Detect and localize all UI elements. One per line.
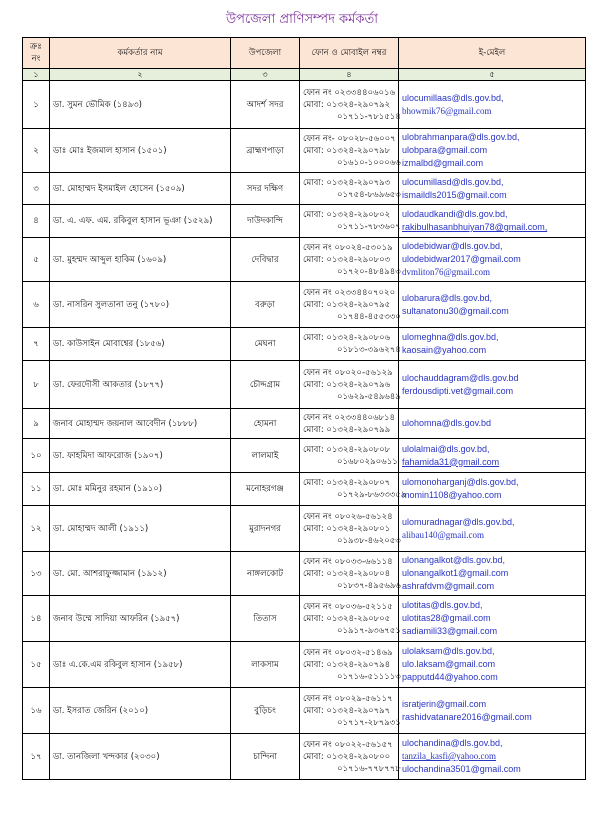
upazila-name: মেঘনা <box>231 328 300 361</box>
table-header-row <box>23 38 586 69</box>
serial-number: ১৬ <box>23 688 50 734</box>
mobile-number: ০১৬২৯-৫৪৯৬৪৯ <box>337 391 401 402</box>
phone-cell <box>300 642 399 688</box>
mobile-number: ০১৭২৯-৮৬৩৩৩৫৯ <box>337 490 407 500</box>
email-link[interactable]: ulomonoharganj@dls.gov.bd, <box>402 477 519 487</box>
upazila-name: মনোহরগঞ্জ <box>231 473 300 506</box>
phone-cell <box>300 688 399 734</box>
email-link[interactable]: ulonangalkot1@gmail.com <box>402 568 509 578</box>
serial-number: ৫ <box>23 238 50 282</box>
serial-number: ১৩ <box>23 552 50 596</box>
email-cell <box>399 409 586 439</box>
mobile-number: ০১৮১৩-৩৯৬২৭৪ <box>337 345 401 355</box>
table-row <box>23 409 586 439</box>
email-cell <box>399 282 586 328</box>
email-link[interactable]: ulocumillasd@dls.gov.bd, <box>402 176 504 187</box>
serial-number: ৪ <box>23 205 50 238</box>
landline-number: ফোন নং ০৮০২৪-৫৩০১৯ <box>303 242 393 253</box>
officer-name: ডা. ফেরদৌসী আকতার (১৮৭৭) <box>50 361 231 409</box>
mobile-number: মোবা: ০১৩২৪-২৯০৮০২ <box>303 210 391 220</box>
mobile-number: মোবা: ০১৩২৪-২৯০৭৯৩ <box>303 177 391 188</box>
landline-number: ফোন নং ০৮০৩৬-৫২১১৫ <box>303 601 393 612</box>
email-link[interactable]: ulo.laksam@gmail.com <box>402 659 496 669</box>
phone-cell <box>300 439 399 473</box>
mobile-number: ০১৭১১-৭৮১৫১৪ <box>337 111 401 122</box>
officer-name: ডা. কাউসাইন মোবাশ্বের (১৮৫৬) <box>50 328 231 361</box>
table-row <box>23 688 586 734</box>
table-row <box>23 506 586 552</box>
email-link[interactable]: ulochauddagram@dls.gov.bd <box>402 372 519 383</box>
email-cell <box>399 361 586 409</box>
landline-number: ফোন নং ০২৩৩৪৪০৭০২০ <box>303 287 396 298</box>
phone-cell <box>300 473 407 506</box>
email-link[interactable]: ulochandina@dls.gov.bd, <box>402 738 503 748</box>
phone-cell <box>300 282 399 328</box>
header-serial: ক্রঃ নং <box>23 38 50 69</box>
serial-number: ১৭ <box>23 734 50 780</box>
column-number: ৪ <box>300 69 399 81</box>
upazila-name: ব্রাহ্মণপাড়া <box>231 129 300 173</box>
email-cell <box>399 328 586 361</box>
email-cell <box>399 129 586 173</box>
mobile-number: মোবা: ০১৩২৪-২৯০৭৯২ <box>303 99 391 110</box>
officer-name: জনাব মোহাম্মদ জয়নাল আবেদীন (১৮৮৮) <box>50 409 231 439</box>
mobile-number: মোবা: ০১৩২৪-২৯০৭৯৬ <box>303 379 391 390</box>
email-link[interactable]: ulocumillaas@dls.gov.bd, <box>402 92 504 103</box>
table-row <box>23 205 586 238</box>
table-row <box>23 328 586 361</box>
mobile-number: মোবা: ০১৩২৪-২৯০৮০৮ <box>303 444 391 455</box>
mobile-number: মোবা: ০১৩২৪-২৯০৭৯৫ <box>303 299 391 310</box>
phone-cell <box>300 205 399 238</box>
page-title: উপজেলা প্রাণিসম্পদ কর্মকর্তা <box>226 12 378 27</box>
email-link[interactable]: bhowmik76@gmail.com <box>402 105 492 116</box>
upazila-name: সদর দক্ষিণ <box>231 173 300 205</box>
header-upazila: উপজেলা <box>231 38 300 69</box>
officer-name: ডা. মোহাম্মদ ইসমাইল হোসেন (১৫০৯) <box>50 173 231 205</box>
phone-cell <box>300 361 399 409</box>
table-row <box>23 642 586 688</box>
email-link[interactable]: ulodaudkandi@dls.gov.bd, <box>402 209 508 219</box>
email-link[interactable]: papputd44@yahoo.com <box>402 672 498 682</box>
officer-name: ডা. সুমন ভৌমিক (১৪৯৩) <box>50 81 231 129</box>
email-cell <box>399 688 586 734</box>
table-row <box>23 439 586 473</box>
upazila-name: বরুড়া <box>231 282 300 328</box>
email-link[interactable]: ashrafdvm@gmail.com <box>402 581 495 591</box>
table-row <box>23 596 586 642</box>
upazila-name: মুরাদনগর <box>231 506 300 552</box>
mobile-number: ০১৯১৭-৯৩৬৭৫১ <box>337 625 401 636</box>
officer-name: জনাব উম্মে সাদিয়া আফরিন (১৯৫৭) <box>50 596 231 642</box>
email-cell <box>399 473 586 506</box>
mobile-number: ০১৮৩৭-৪৯৫৬৯৬ <box>337 580 401 591</box>
serial-number: ১৪ <box>23 596 50 642</box>
email-link[interactable]: ulobpara@gmail.com <box>402 145 488 155</box>
column-number: ৫ <box>399 69 586 81</box>
mobile-number: মোবা: ০১৩২৪-২৯০৮০৪ <box>303 568 391 579</box>
header-email: ই-মেইল <box>399 38 586 69</box>
column-number: ২ <box>50 69 231 81</box>
email-link[interactable]: ulotitas28@gmail.com <box>402 613 491 623</box>
mobile-number: মোবা: ০১৩২৪-২৯০৭৯৯ <box>303 424 391 435</box>
serial-number: ৬ <box>23 282 50 328</box>
table-row <box>23 734 586 780</box>
phone-cell <box>300 409 399 439</box>
mobile-number: মোবা: ০১৩২৪-২৯০৮০৭ <box>303 478 391 488</box>
email-link[interactable]: sultanatonu30@gmail.com <box>402 305 509 316</box>
officer-name: ডা. মো. আশরাফুজ্জামান (১৯১২) <box>50 552 231 596</box>
email-link[interactable]: kaosain@yahoo.com <box>402 345 487 355</box>
table-row <box>23 173 586 205</box>
mobile-number: ০১৬৮০২৯০৬১১ <box>337 456 398 467</box>
mobile-number: মোবা: ০১৩২৪-২৯০৭৯৪ <box>303 659 391 670</box>
mobile-number: মোবা: ০১৩২৪-২৯০৭৯৭ <box>303 705 391 716</box>
email-link[interactable]: ulodebidwar2017@gmail.com <box>402 254 521 264</box>
officer-name: ডা. মোহাম্মদ আলী (১৯১১) <box>50 506 231 552</box>
table-row <box>23 81 586 129</box>
email-link[interactable]: ulomuradnagar@dls.gov.bd, <box>402 516 515 527</box>
email-link[interactable]: fahamida31@gmail.com <box>402 456 500 467</box>
email-link[interactable]: ismaildls2015@gmail.com <box>402 189 507 200</box>
table-row <box>23 238 586 282</box>
email-cell <box>399 439 586 473</box>
phone-cell <box>300 173 399 205</box>
upazila-name: লালমাই <box>231 439 300 473</box>
officer-name: ডা. মুহম্মদ আব্দুল হাকিম (১৬০৯) <box>50 238 231 282</box>
upazila-name: বুড়িচং <box>231 688 300 734</box>
upazila-name: দাউদকান্দি <box>231 205 300 238</box>
email-cell <box>399 506 586 552</box>
email-link[interactable]: ulochandina3501@gmail.com <box>402 764 521 774</box>
phone-cell <box>300 552 399 596</box>
serial-number: ১১ <box>23 473 50 506</box>
phone-cell <box>300 129 399 173</box>
email-cell <box>399 205 586 238</box>
serial-number: ২ <box>23 129 50 173</box>
serial-number: ৮ <box>23 361 50 409</box>
upazila-name: দেবিদ্বার <box>231 238 300 282</box>
email-link[interactable]: ulomeghna@dls.gov.bd, <box>402 332 499 342</box>
upazila-name: চান্দিনা <box>231 734 300 780</box>
serial-number: ৯ <box>23 409 50 439</box>
serial-number: ১ <box>23 81 50 129</box>
mobile-number: মোবা: ০১৩২৪-২৯০৭৯৮ <box>303 145 391 156</box>
email-link[interactable]: ulolaksam@dls.gov.bd, <box>402 646 495 656</box>
landline-number: ফোন নং ০৮০২২-৫৬১৫৭ <box>303 739 393 750</box>
phone-cell <box>300 238 399 282</box>
email-cell <box>399 238 586 282</box>
email-link[interactable]: sadiamili33@gmail.com <box>402 626 498 636</box>
email-cell <box>399 173 586 205</box>
landline-number: ফোন নং ০৮০২০-৫৬১২৯ <box>303 367 393 378</box>
officer-table <box>22 37 586 780</box>
landline-number: ফোন নং ০৮০৩২-৫১৪৬৯ <box>303 647 393 658</box>
email-link[interactable]: ulobarura@dls.gov.bd, <box>402 292 493 303</box>
phone-cell <box>300 328 399 361</box>
email-link[interactable]: momin1108@yahoo.com <box>402 490 502 500</box>
officer-name: ডাঃ মোঃ ইজমাল হাসান (১৫০১) <box>50 129 231 173</box>
upazila-name: চৌদ্দগ্রাম <box>231 361 300 409</box>
mobile-number: ০১৭২০-৪৮৪৯৪৩ <box>337 266 401 277</box>
email-link[interactable]: izmalbd@gmail.com <box>402 158 484 168</box>
table-row <box>23 552 586 596</box>
email-link[interactable]: ulobrahmanpara@dls.gov.bd, <box>402 132 520 142</box>
email-cell <box>399 596 586 642</box>
column-number-row <box>23 69 586 81</box>
email-cell <box>399 734 586 780</box>
upazila-name: লাকসাম <box>231 642 300 688</box>
mobile-number: ০১৯৩৮-৪৬২০৫৩ <box>337 535 401 546</box>
serial-number: ১০ <box>23 439 50 473</box>
header-phone: ফোন ও মোবাইল নম্বর <box>300 38 399 69</box>
mobile-number: ০১৭৪৪-৪৫৫৩৩০ <box>337 311 401 322</box>
mobile-number: মোবা: ০১৩২৪-২৯০৮০০ <box>303 751 391 762</box>
landline-number: ফোন নং- ০৮০২৮-৫৬০০৭ <box>303 133 396 144</box>
serial-number: ১২ <box>23 506 50 552</box>
table-row <box>23 129 586 173</box>
phone-cell <box>300 734 399 780</box>
email-link[interactable]: rashidvatanare2016@gmail.com <box>402 711 532 722</box>
mobile-number: ০১৭১১-৭৮৩৬০৭ <box>337 222 401 232</box>
officer-name: ডা. এ. এফ. এম. রকিবুল হাসান ভূঞা (১৫২৯) <box>50 205 231 238</box>
email-link[interactable]: ulolalmai@dls.gov.bd, <box>402 443 490 454</box>
mobile-number: ০১৭১৬-৭৭৮৭৭৮ <box>337 763 401 774</box>
mobile-number: মোবা: ০১৩২৪-২৯০৮০৫ <box>303 613 391 624</box>
email-cell <box>399 81 586 129</box>
serial-number: ৩ <box>23 173 50 205</box>
email-link[interactable]: ulonangalkot@dls.gov.bd, <box>402 555 506 565</box>
email-link[interactable]: isratjerin@gmail.com <box>402 698 487 709</box>
officer-name: ডা. মোঃ মমিনুর রহমান (১৯১০) <box>50 473 231 506</box>
table-row <box>23 282 586 328</box>
email-link[interactable]: alibau140@gmail.com <box>402 529 485 540</box>
column-number: ৩ <box>231 69 300 81</box>
landline-number: ফোন নং ০৮০২৬-৫৬১২৪ <box>303 511 393 522</box>
mobile-number: মোবা: ০১৩২৪-২৯০৮০৩ <box>303 254 391 265</box>
mobile-number: ০১৬১০-১০০০৬৬ <box>337 157 401 168</box>
table-row <box>23 361 586 409</box>
phone-cell <box>300 596 399 642</box>
email-link[interactable]: dvmliton76@gmail.com <box>402 267 491 277</box>
mobile-number: ০১৭৫৪-৮৬৯৬৫৩ <box>337 189 401 200</box>
email-link[interactable]: tanzila_kasfi@yahoo.com <box>402 751 497 761</box>
email-cell <box>399 642 586 688</box>
officer-name: ডা. তানজিলা খন্দকার (২০৩০) <box>50 734 231 780</box>
upazila-name: আদর্শ সদর <box>231 81 300 129</box>
table-body <box>23 81 586 780</box>
email-cell <box>399 552 586 596</box>
table-row <box>23 473 586 506</box>
column-number: ১ <box>23 69 50 81</box>
email-link[interactable]: ulohomna@dls.gov.bd <box>402 418 492 428</box>
mobile-number: মোবা: ০১৩২৪-২৯০৮০১ <box>303 523 391 534</box>
mobile-number: ০১৭১৬-৫১১১১৩ <box>337 671 401 682</box>
email-link[interactable]: ulodebidwar@dls.gov.bd, <box>402 241 503 251</box>
landline-number: ফোন নং ০৮০২৯-৫৬১১৭ <box>303 693 393 704</box>
phone-cell <box>300 81 399 129</box>
officer-name: ডা. নাসরিন সুলতানা তনু (১৭৮০) <box>50 282 231 328</box>
officer-name: ডা. ইসরাত জেরিন (২০১০) <box>50 688 231 734</box>
officer-name: ডাঃ এ.কে.এম রকিবুল হাসান (১৯৫৮) <box>50 642 231 688</box>
landline-number: ফোন নং ০৮০৩৩-৬৬১১৪ <box>303 556 393 567</box>
officer-name: ডা. ফাহমিদা আফরোজ (১৯০৭) <box>50 439 231 473</box>
landline-number: ফোন নং ০২৩৩৪৪০৬৮১৪ <box>303 412 396 423</box>
email-link[interactable]: rakibulhasanbhuiyan78@gmail.com, <box>402 222 548 232</box>
upazila-name: নাঙ্গলকোট <box>231 552 300 596</box>
serial-number: ৭ <box>23 328 50 361</box>
phone-cell <box>300 506 399 552</box>
mobile-number: ০১৭১৭-২৮৭৯৩১ <box>337 717 401 728</box>
upazila-name: হোমনা <box>231 409 300 439</box>
serial-number: ১৫ <box>23 642 50 688</box>
upazila-name: তিতাস <box>231 596 300 642</box>
email-link[interactable]: ferdousdipti.vet@gmail.com <box>402 385 514 396</box>
header-officer-name: কর্মকর্তার নাম <box>50 38 231 69</box>
landline-number: ফোন নং ০২৩৩৪৪০৬০১৬ <box>303 87 396 98</box>
email-link[interactable]: ulotitas@dls.gov.bd, <box>402 600 483 610</box>
mobile-number: মোবা: ০১৩২৪-২৯০৮০৬ <box>303 333 391 343</box>
